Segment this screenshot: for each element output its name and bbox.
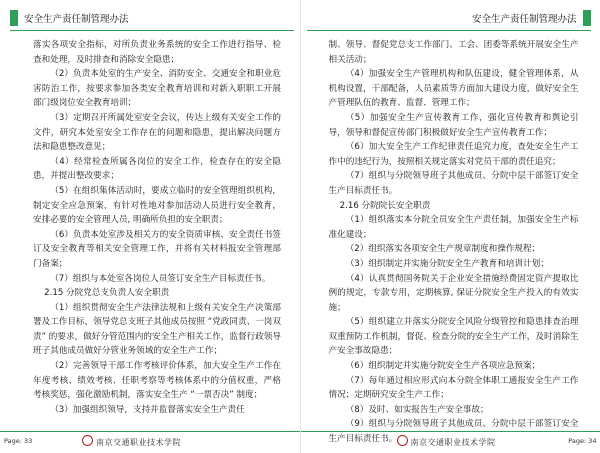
body-paragraph: （4）加强安全生产管理机构和队伍建设，健全管理体系，从机构设置，干部配备，人员素质等方面加大建设力度，做好安全生产管理队伍的教育、监督、管理工作； [328,69,579,109]
page-header [301,9,600,27]
page-footer [301,431,600,453]
section-heading: 2.16 分院院长安全职责 [339,200,431,211]
body-paragraph: （6）组织制定并实施分院安全生产各项应急预案； [345,361,541,372]
institution-name: 南京交通职业技术学院 [96,438,181,447]
header-title: 安全生产责任制管理办法 [24,14,129,25]
page-body [329,38,579,447]
page-body [33,38,281,417]
section-heading: 2.15 分院党总支负责人安全职责 [44,288,170,299]
institution-name: 南京交通职业技术学院 [410,438,496,447]
body-paragraph: （2）组织落实各项安全生产规章制度和操作规程； [345,244,541,255]
body-paragraph: （2）负责本处室的生产安全、消防安全、交通安全和职业危害防治工作，按要求参加各类安全教育培训和对新入职职工开展部门级岗位安全教育培训； [33,69,281,109]
header-title: 安全生产责任制管理办法 [471,14,577,25]
body-paragraph: （2）完善领导干部工作考核评价体系，加大安全生产工作在年度考核、绩效考核、任职考察等考核体系中的分值权重，严格考核奖惩，强化激励机制，落实安全生产 “一票否决” 制度； [33,361,281,401]
body-paragraph: （7）组织与本处室各岗位人员签订安全生产目标责任书。 [50,273,271,284]
body-paragraph: （7）每年通过相应形式向本分院全体职工通报安全生产工作情况；定期研究安全生产工作； [328,375,579,401]
page-number: Page: 34 [568,437,597,445]
header-rule [307,30,591,31]
header-accent-bar [10,10,18,26]
body-paragraph: （5）组织建立并落实分院安全风险分级管控和隐患排查治理双重预防工作机制，督促、检查分院的安全生产工作，及时消除生产安全事故隐患； [328,317,579,357]
body-paragraph: （5）加强安全生产宣传教育工作，强化宣传教育和舆论引导，领导和督促宣传部门积极做好安全生产宣传教育工作； [328,112,579,138]
body-paragraph: （1）组织贯彻安全生产法律法规和上级有关安全生产决策部署及工作目标，领导党总支班子其他成员按照 “党政同责、一岗双责” 的要求，做好分管范围内的安全生产相关工作，监督行政领导班子其他成员做好分管业务领域的安全生产工作； [33,302,281,357]
body-paragraph: 制、领导、督促党总支工作部门、工会、团委等系统开展安全生产相关活动； [328,40,579,65]
body-paragraph: （3）组织制定并实施分院安全生产教育和培训计划； [345,258,549,269]
body-paragraph: （3）加强组织领导，支持并监督落实安全生产责任 [50,404,245,415]
header-accent-bar [583,10,591,26]
page-footer [0,431,300,453]
body-paragraph: （4）认真贯彻国务院关于企业安全措施经费固定资产提取比例的规定，专款专用，定期核算, 保证分院安全生产投入的有效实施； [328,273,579,313]
body-paragraph: （6）加大安全生产工作纪律责任追究力度，查处安全生产工作中的违纪行为，按照相关规定落实对党员干部的责任追究； [328,142,579,167]
footer-rule [301,431,600,432]
body-paragraph: （6）负责本处室涉及相关方的安全资质审核、安全责任书签订及安全教育等相关安全管理工作，并将有关材料报安全管理部门备案； [33,229,281,269]
seal-icon [82,435,93,446]
seal-icon [397,435,408,446]
body-paragraph: （8）及时、如实报告生产安全事故； [345,404,489,415]
footer-rule [0,431,300,432]
page-number: Page: 33 [4,437,33,445]
body-paragraph: （7）组织与分院领导班子其他成员、分院中层干部签订安全生产目标责任书。 [328,171,579,196]
body-paragraph: 落实各项安全指标，对所负责业务系统的安全工作进行指导、检查和处理，及时排查和消除安全隐患； [33,40,281,65]
body-paragraph: （1）组织落实本分院全员安全生产责任制，加强安全生产标准化建设； [328,215,579,240]
body-paragraph: （4）经常检查所属各岗位的安全工作，检查存在的安全隐患，并提出整改要求； [33,156,281,182]
right-page [301,0,600,453]
body-paragraph: （5）在组织集体活动时，要成立临时的安全管理组织机构，制定安全应急预案，有针对性地对参加活动人员进行安全教育，安排必要的安全管理人员, 明确所负担的安全职责； [33,185,281,226]
footer-institution [397,435,496,448]
page-header [0,9,300,27]
header-rule [10,30,294,31]
footer-institution [82,435,181,448]
body-paragraph: （9）组织与分院领导班子其他成员、分院中层干部签订安全生产目标责任书。 [328,419,579,445]
body-paragraph: （3）定期召开所属处室安全会议，传达上级有关安全工作的文件，研究本处室安全工作存在的问题和隐患，提出解决问题方法和隐患整改意见； [33,112,281,153]
